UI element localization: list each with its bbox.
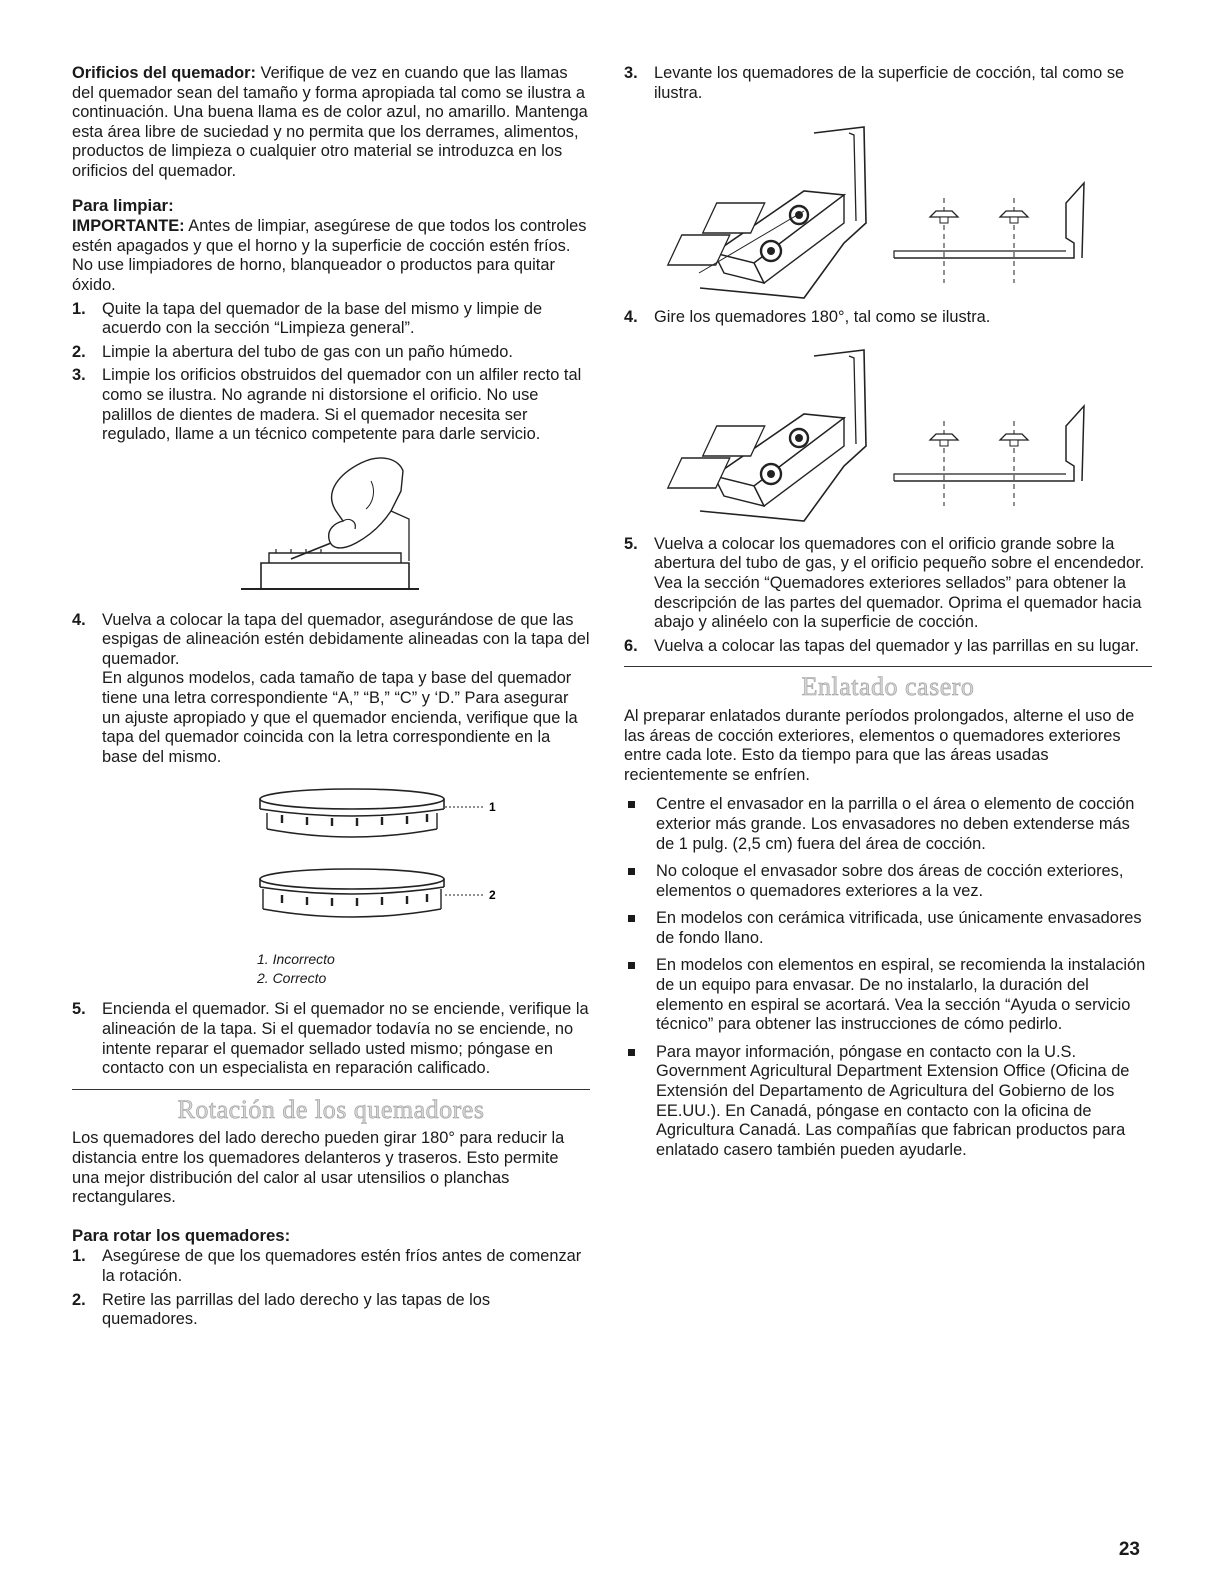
list-item	[624, 637, 1152, 657]
callout-1: 1	[489, 800, 496, 815]
right-column	[624, 64, 1152, 1168]
rotate-burners-illustration	[694, 346, 1114, 521]
list-item	[624, 308, 1152, 328]
reinstall-steps	[72, 611, 590, 768]
burner-cap-figures	[72, 775, 590, 950]
rotacion-paragraph: Los quemadores del lado derecho pueden girar 180° para reducir la distancia entre los quemadores delanteros y traseros. Esto permite una mejor distribución del calor al usar utensilios o planchas rectangulares.	[72, 1129, 565, 1207]
step-text: Limpie los orificios obstruidos del quemador con un alfiler recto tal como se ilustra. No agrande ni distorsione el orificio. No use palillos de dientes de madera. Si el quemador necesita ser regulado, llame a un técnico competente para darle servicio.	[102, 366, 582, 444]
step-number: 3.	[72, 366, 86, 385]
step-number: 4.	[624, 308, 638, 327]
importante-paragraph	[72, 217, 590, 295]
bullet-square-icon	[628, 1049, 635, 1056]
para-limpiar-heading: Para limpiar:	[72, 195, 174, 215]
importante-label: IMPORTANTE:	[72, 217, 185, 236]
bullet-text: Centre el envasador en la parrilla o el área o elemento de cocción exterior más grande. Los envasadores no deben extenderse más de 1 pulg. (2,5 cm) fuera del área de cocción.	[656, 795, 1135, 853]
step-text: Limpie la abertura del tubo de gas con un paño húmedo.	[102, 342, 513, 361]
canning-bullets	[624, 795, 1152, 1160]
rotacion-title: Rotación de los quemadores	[177, 1094, 485, 1124]
bullet-square-icon	[628, 915, 635, 922]
cleaning-steps	[72, 300, 590, 445]
page-number: 23	[1118, 1539, 1140, 1560]
step-number: 2.	[72, 342, 86, 361]
rotate-step-4	[624, 308, 1152, 328]
lift-burners-illustration	[694, 123, 1114, 298]
rotate-steps	[72, 1247, 590, 1329]
section-divider	[72, 1089, 590, 1090]
step-number: 2.	[72, 1290, 86, 1309]
list-item	[624, 535, 1152, 633]
step-text: Retire las parrillas del lado derecho y las tapas de los quemadores.	[102, 1290, 491, 1329]
step-number: 4.	[72, 610, 86, 629]
list-item	[72, 366, 590, 444]
ignite-steps	[72, 1000, 590, 1078]
caption-correct: 2. Correcto	[257, 970, 327, 987]
step-number: 6.	[624, 636, 638, 655]
list-item	[624, 956, 1152, 1034]
bullet-text: En modelos con elementos en espiral, se recomienda la instalación de un equipo para envasar. De no instalarlo, la duración del elemento en espiral se acortará. Vea la sección “Ayuda o servicio técnico” para obtener las instrucciones de cómo pedirlo.	[656, 956, 1146, 1034]
step-text: Vuelva a colocar las tapas del quemador y las parrillas en su lugar.	[654, 636, 1140, 655]
step-number: 3.	[624, 64, 638, 82]
step-text: Levante los quemadores de la superficie de cocción, tal como se ilustra.	[654, 64, 1125, 102]
bullet-text: No coloque el envasador sobre dos áreas de cocción exteriores, elementos o quemadores exteriores a la vez.	[656, 862, 1124, 900]
lift-steps	[624, 64, 1152, 103]
list-item	[624, 1043, 1152, 1161]
step-text-continued: En algunos modelos, cada tamaño de tapa y base del quemador tiene una letra correspondiente “A,” “B,” “C” y ‘D.” Para asegurar un ajuste apropiado y que el quemador encienda, verifique que la tapa del quemador coincida con la letra correspondiente en la base del mismo.	[102, 669, 578, 766]
callout-2: 2	[489, 888, 496, 903]
step-text: Vuelva a colocar la tapa del quemador, asegurándose de que las espigas de alineación estén debidamente alineadas con la tapa del quemador.	[102, 610, 590, 668]
importante-text: Antes de limpiar, asegúrese de que todos los controles estén apagados y que el horno y la superficie de cocción estén fríos. No use limpiadores de horno, blanqueador o productos para quitar óxido.	[72, 217, 587, 294]
list-item	[624, 909, 1152, 948]
bullet-text: En modelos con cerámica vitrificada, use únicamente envasadores de fondo llano.	[656, 909, 1142, 947]
burner-cap-correct	[257, 865, 497, 935]
list-item	[72, 1247, 590, 1286]
step-text: Encienda el quemador. Si el quemador no se enciende, verifique la alineación de la tapa. Si el quemador todavía no se enciende, no intente reparar el quemador sellado usted mismo; póngase en contacto con un especialista en reparación calificado.	[102, 1000, 589, 1078]
left-column	[72, 64, 590, 1334]
step-text: Vuelva a colocar los quemadores con el orificio grande sobre la abertura del tubo de gas, y el orificio pequeño sobre el encendedor. Vea la sección “Quemadores exteriores sellados” para obtener la descripción de las partes del quemador. Oprima el quemador hacia abajo y alinéelo con la superficie de cocción.	[654, 534, 1145, 632]
list-item	[72, 1291, 590, 1330]
step-text: Asegúrese de que los quemadores estén fríos antes de comenzar la rotación.	[102, 1247, 582, 1285]
step-number: 1.	[72, 1247, 86, 1266]
list-item	[72, 300, 590, 339]
bullet-square-icon	[628, 962, 635, 969]
list-item	[624, 64, 1152, 103]
caption-incorrect: 1. Incorrecto	[257, 951, 335, 968]
bullet-square-icon	[628, 868, 635, 875]
step-text: Quite la tapa del quemador de la base del mismo y limpie de acuerdo con la sección “Limpieza general”.	[102, 299, 543, 338]
list-item	[72, 343, 590, 363]
step-number: 1.	[72, 299, 86, 318]
enlatado-paragraph: Al preparar enlatados durante períodos prolongados, alterne el uso de las áreas de cocción exteriores, elementos o quemadores exteriores entre cada lote. Esto da tiempo para que las áreas usadas recientemente se enfríen.	[624, 706, 1135, 784]
orificios-label: Orificios del quemador:	[72, 64, 256, 82]
pin-cleaning-illustration	[231, 451, 431, 601]
step-text: Gire los quemadores 180°, tal como se ilustra.	[654, 308, 991, 327]
para-rotar-heading: Para rotar los quemadores:	[72, 1225, 291, 1245]
list-item	[72, 1000, 590, 1078]
section-divider	[624, 666, 1152, 667]
list-item	[624, 795, 1152, 854]
enlatado-title: Enlatado casero	[801, 672, 975, 702]
step-number: 5.	[624, 534, 638, 553]
list-item	[72, 611, 590, 768]
orificios-text: Verifique de vez en cuando que las llamas del quemador sean del tamaño y forma apropiada tal como se ilustra a continuación. Una buena llama es de color azul, no amarillo. Mantenga esta área libre de suciedad y no permita que los derrames, alimentos, productos de limpieza o cualquier otro material se introduzca en los orificios del quemador.	[72, 64, 588, 180]
orificios-paragraph	[72, 64, 590, 182]
burner-cap-incorrect	[257, 785, 497, 855]
step-number: 5.	[72, 1000, 86, 1019]
bullet-square-icon	[628, 801, 635, 808]
replace-steps	[624, 535, 1152, 657]
list-item	[624, 862, 1152, 901]
bullet-text: Para mayor información, póngase en contacto con la U.S. Government Agricultural Department Extension Office (Oficina de Extensión del Departamento de Agricultura del Gobierno de los EE.UU.). En Canadá, póngase en contacto con la oficina de Agricultura Canadá. Las compañías que fabrican productos para enlatado casero también pueden ayudarle.	[656, 1042, 1130, 1159]
